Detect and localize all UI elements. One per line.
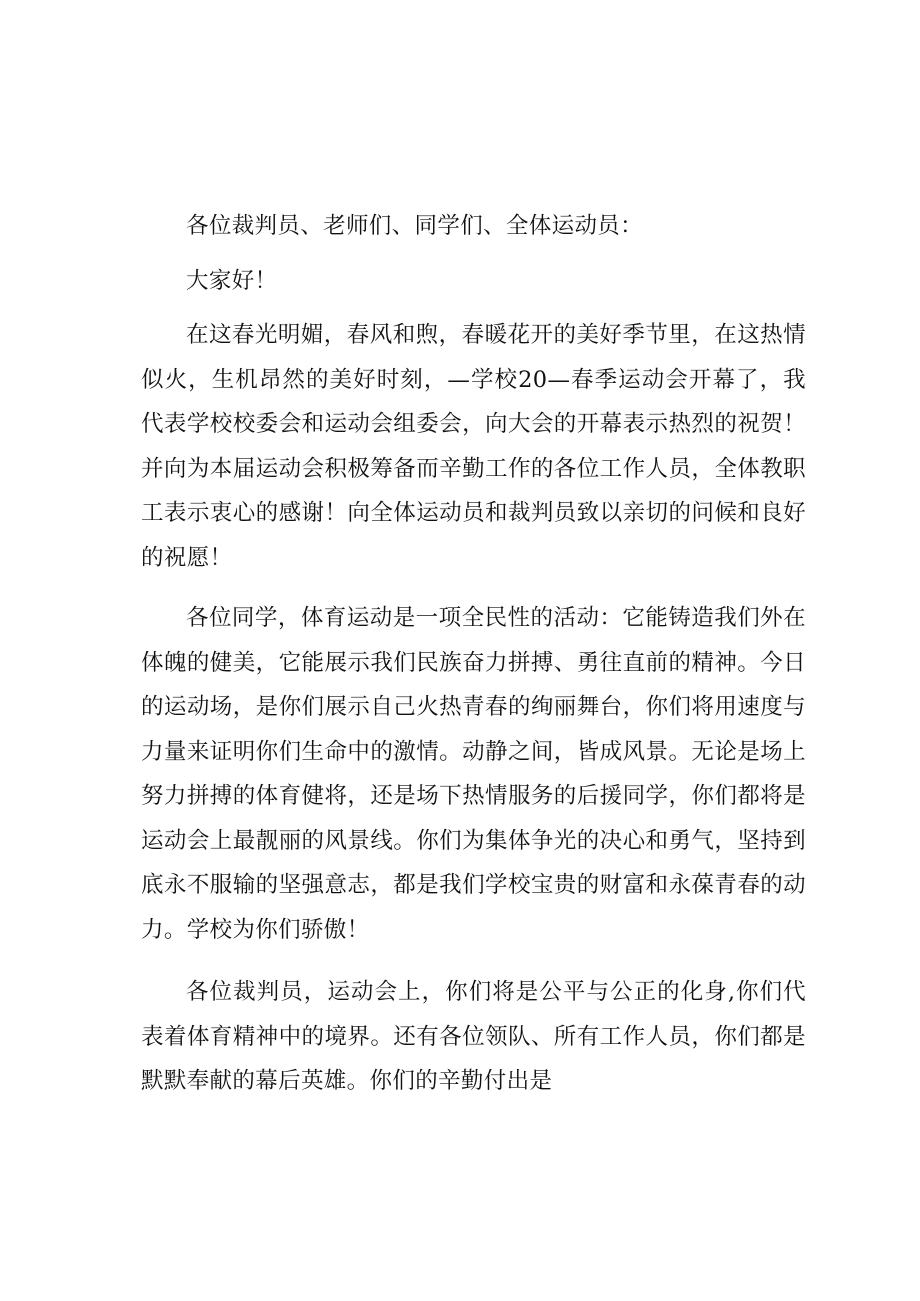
document-body <box>141 204 806 1104</box>
salutation-paragraph: 各位裁判员、老师们、同学们、全体运动员： <box>186 213 644 239</box>
students-paragraph: 各位同学，体育运动是一项全民性的活动：它能铸造我们外在体魄的健美，它能展示我们民族奋力拼搏、勇往直前的精神。今日的运动场，是你们展示自己火热青春的绚丽舞台，你们将用速度与力量来证明你们生命中的激情。动静之间，皆成风景。无论是场上努力拼搏的体育健将，还是场下热情服务的后援同学，你们都将是运动会上最靓丽的风景线。你们为集体争光的决心和勇气，坚持到底永不服输的坚强意志，都是我们学校宝贵的财富和永葆青春的动力。学校为你们骄傲！ <box>141 605 806 943</box>
referees-paragraph: 各位裁判员，运动会上，你们将是公平与公正的化身,你们代表着体育精神中的境界。还有各位领队、所有工作人员，你们都是默默奉献的幕后英雄。你们的辛勤付出是 <box>141 979 806 1094</box>
greeting-paragraph: 大家好！ <box>186 267 278 294</box>
opening-paragraph: 在这春光明媚，春风和煦，春暖花开的美好季节里，在这热情似火，生机昂然的美好时刻，—学校20—春季运动会开幕了，我代表学校校委会和运动会组委会，向大会的开幕表示热烈的祝贺！并向为本届运动会积极筹备而辛勤工作的各位工作人员，全体教职工表示衷心的感谢！向全体运动员和裁判员致以亲切的问候和良好的祝愿！ <box>141 322 806 571</box>
